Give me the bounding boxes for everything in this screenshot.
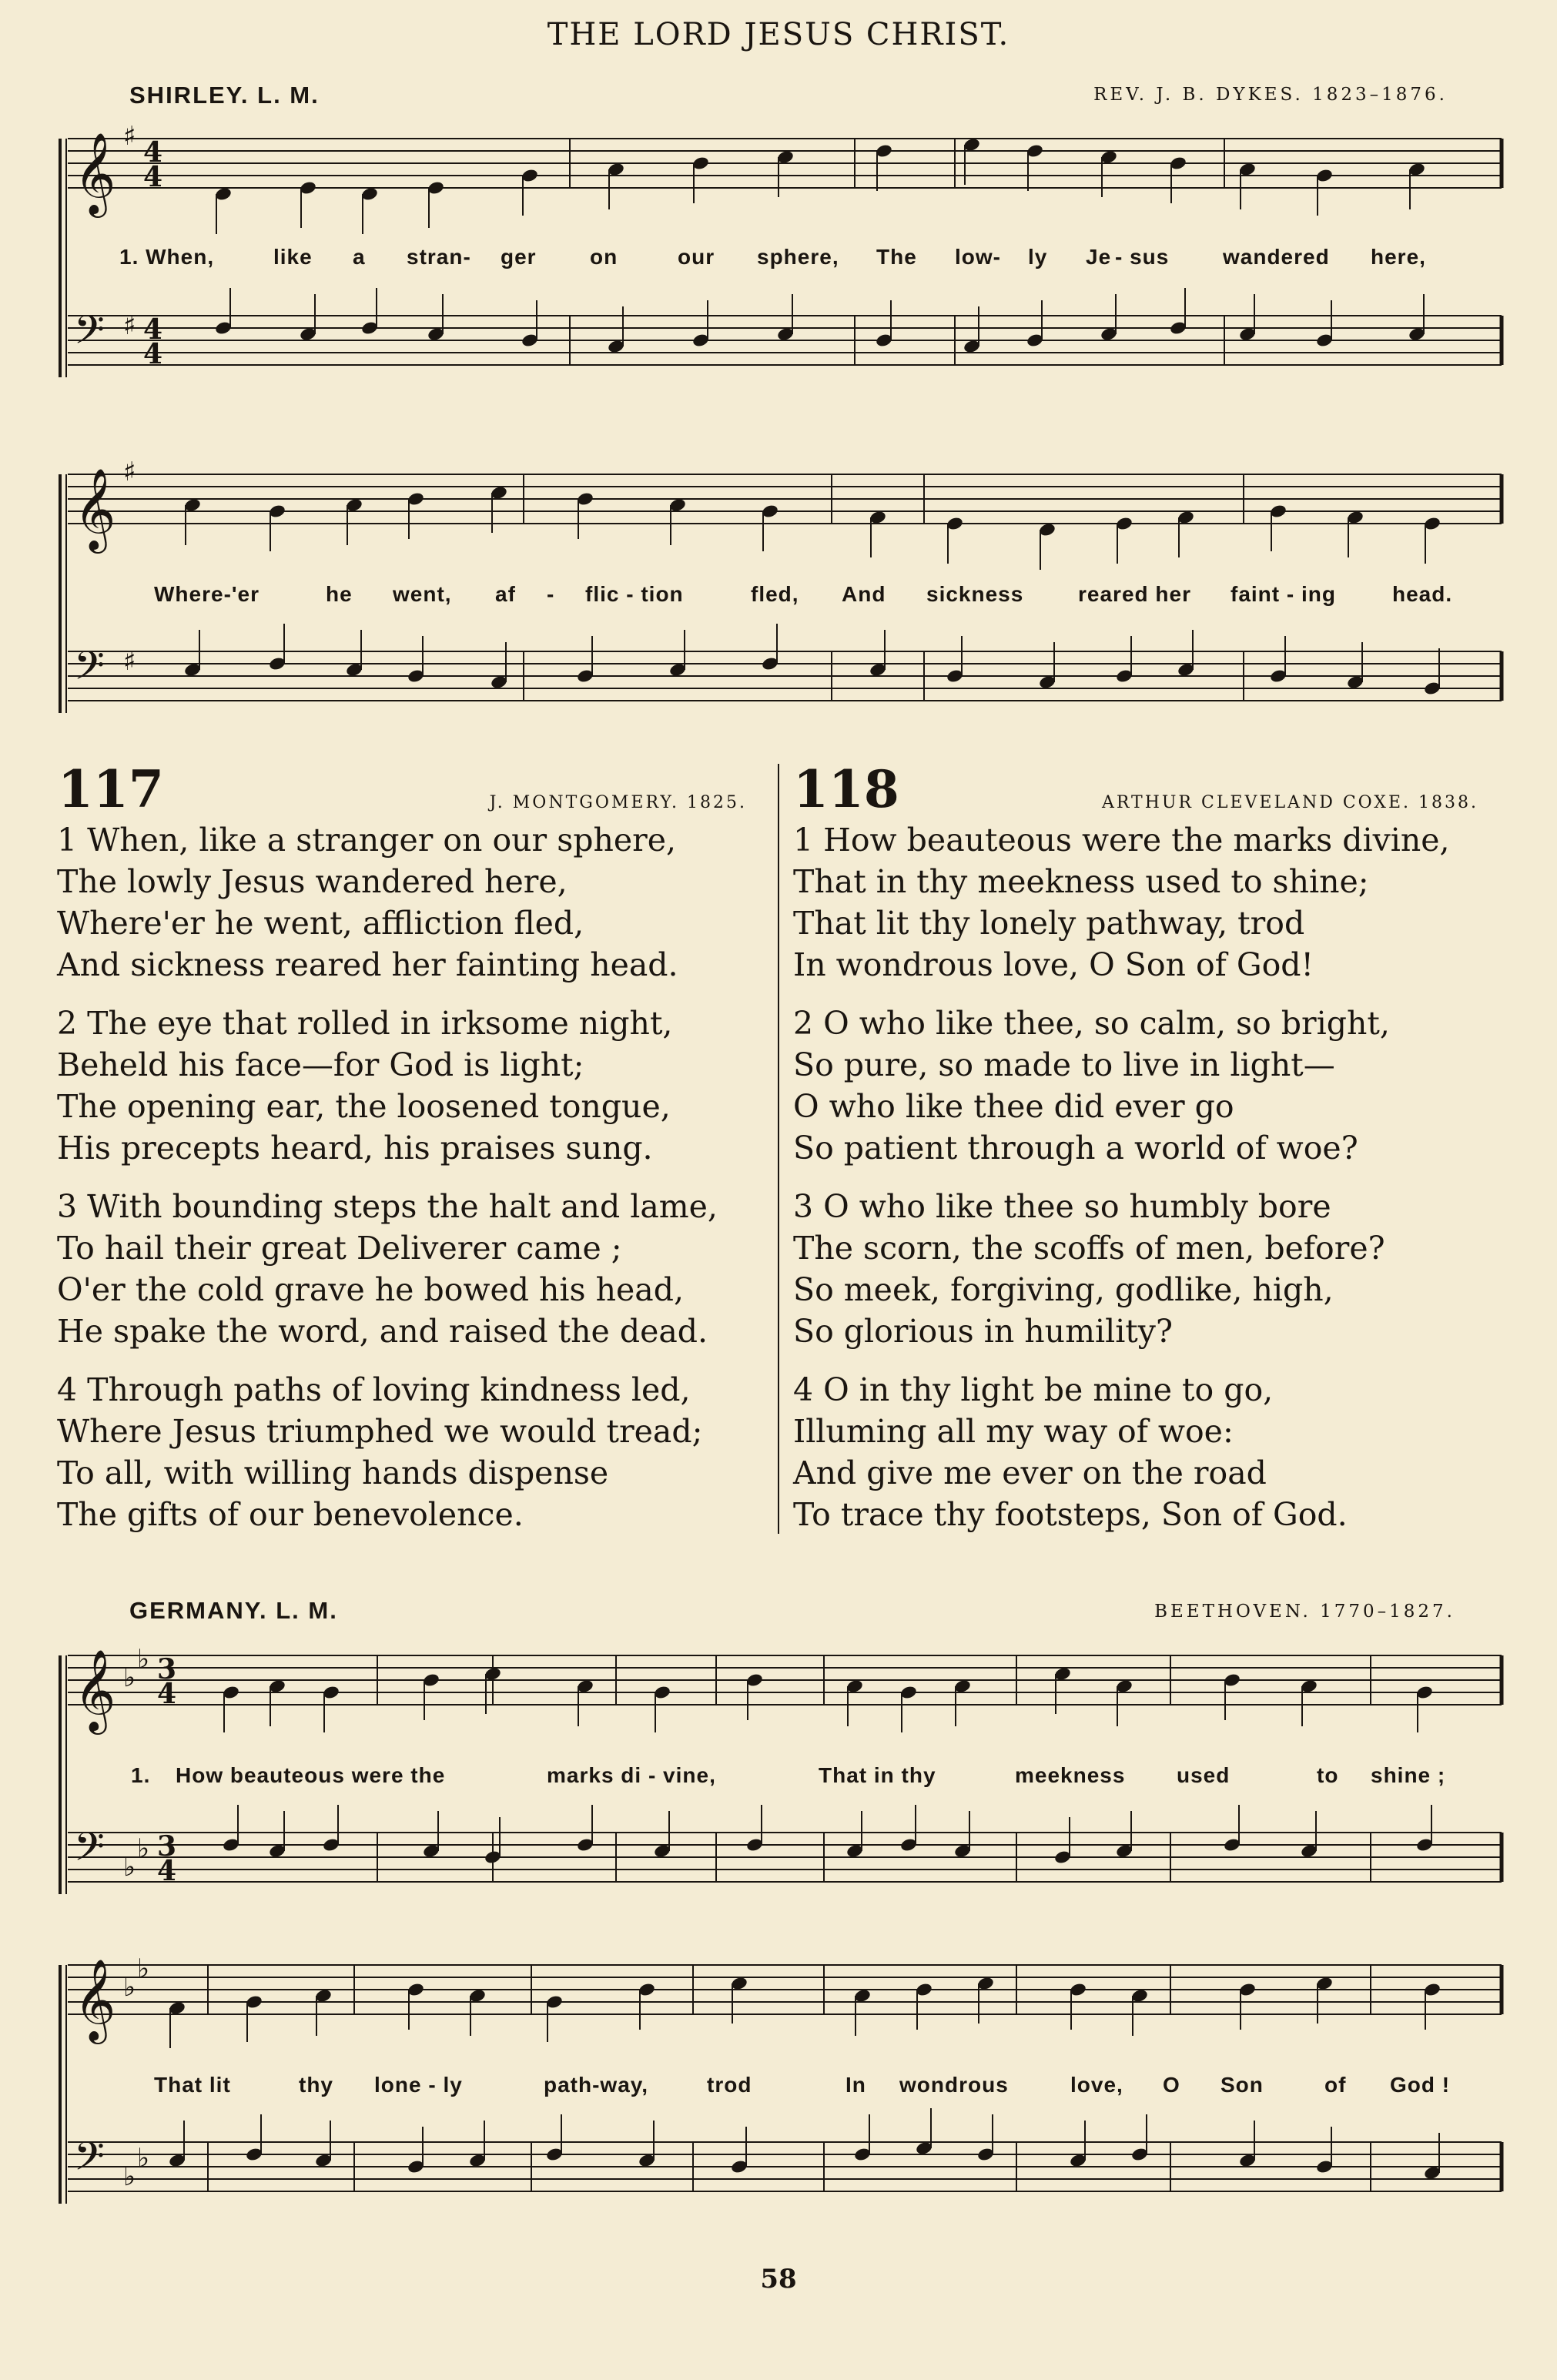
verse-line: To trace thy footsteps, Son of God. <box>793 1496 1348 1533</box>
stanza-118-1 <box>793 819 1450 986</box>
stanza-117-3 <box>57 1186 718 1352</box>
lyric-syllable: - sus <box>1115 245 1170 269</box>
time-signature-bottom: 4 <box>157 1855 177 1887</box>
author-118: ARTHUR CLEVELAND COXE. 1838. <box>1101 793 1478 812</box>
verse-line: To hail their great Deliverer came ; <box>57 1230 622 1267</box>
lyric-syllable: he <box>326 582 353 606</box>
lyric-syllable: wondrous <box>899 2073 1009 2097</box>
lyric-syllable: 1. <box>131 1763 151 1787</box>
lyric-syllable: How beauteous were the <box>176 1763 446 1787</box>
flat-icon: ♭ <box>123 1972 136 2003</box>
lyric-syllable: flic - tion <box>585 582 684 606</box>
lyric-syllable: The <box>876 245 917 269</box>
time-signature-top: 3 <box>157 1830 177 1863</box>
verse-line: So glorious in humility? <box>793 1313 1173 1350</box>
hymn-number-117: 117 <box>58 759 164 819</box>
lyrics-germany-line1 <box>0 1763 1557 1794</box>
verse-line: 2 O who like thee, so calm, so bright, <box>793 1005 1390 1042</box>
verse-line: O who like thee did ever go <box>793 1088 1234 1125</box>
lyric-syllable: Je <box>1086 245 1112 269</box>
lyric-syllable: path-way, <box>544 2073 649 2097</box>
treble-clef-icon: 𝄞 <box>74 1958 116 2040</box>
time-signature-top: 3 <box>157 1653 177 1685</box>
flat-icon: ♭ <box>137 1953 150 1984</box>
page-title: THE LORD JESUS CHRIST. <box>547 17 1010 52</box>
verse-line: 4 O in thy light be mine to go, <box>793 1371 1274 1408</box>
stanza-117-4 <box>57 1369 702 1535</box>
stanza-118-4 <box>793 1369 1348 1535</box>
lyrics-shirley-line2 <box>0 582 1557 613</box>
lyric-syllable: ger <box>501 245 537 269</box>
time-signature-bottom: 4 <box>143 161 163 193</box>
lyric-syllable: And <box>842 582 886 606</box>
treble-clef-icon: 𝄞 <box>74 467 116 550</box>
page-number: 58 <box>760 2264 797 2295</box>
flat-icon: ♭ <box>137 1833 150 1864</box>
lyric-syllable: love, <box>1070 2073 1123 2097</box>
time-signature-top: 4 <box>143 313 163 346</box>
tune-name-germany: GERMANY. L. M. <box>129 1597 338 1624</box>
verse-line: So meek, forgiving, godlike, high, <box>793 1271 1334 1308</box>
verse-line: And sickness reared her fainting head. <box>57 946 678 983</box>
verse-line: 1 When, like a stranger on our sphere, <box>57 822 677 859</box>
sharp-icon: ♯ <box>123 121 136 152</box>
verse-line: 3 O who like thee so humbly bore <box>793 1188 1331 1225</box>
lyric-syllable: of <box>1324 2073 1347 2097</box>
lyric-syllable: on <box>590 245 618 269</box>
lyric-syllable: sickness <box>926 582 1024 606</box>
verse-line: 2 The eye that rolled in irksome night, <box>57 1005 673 1042</box>
verse-line: The lowly Jesus wandered here, <box>57 863 568 900</box>
lyric-syllable: Son <box>1220 2073 1264 2097</box>
lyric-syllable: shine ; <box>1371 1763 1446 1787</box>
verse-line: That in thy meekness used to shine; <box>793 863 1369 900</box>
stanza-117-1 <box>57 819 678 986</box>
verse-line: And give me ever on the road <box>793 1454 1267 1491</box>
sharp-icon: ♯ <box>123 457 136 487</box>
verse-line: The gifts of our benevolence. <box>57 1496 524 1533</box>
lyric-syllable: sphere, <box>757 245 839 269</box>
verse-line: In wondrous love, O Son of God! <box>793 946 1314 983</box>
verse-line: Illuming all my way of woe: <box>793 1413 1234 1450</box>
time-signature-top: 4 <box>143 136 163 169</box>
verse-line: Where Jesus triumphed we would tread; <box>57 1413 703 1450</box>
time-signature-bottom: 4 <box>157 1678 177 1710</box>
lyric-syllable: - <box>547 582 555 606</box>
time-signature-bottom: 4 <box>143 338 163 370</box>
lyric-syllable: fled, <box>751 582 799 606</box>
treble-clef-icon: 𝄞 <box>74 1649 116 1731</box>
hymn-number-118: 118 <box>793 759 899 819</box>
author-117: J. MONTGOMERY. 1825. <box>489 793 747 812</box>
lyric-syllable: trod <box>707 2073 752 2097</box>
lyric-syllable: like <box>273 245 313 269</box>
column-divider <box>778 764 779 1534</box>
stanza-118-2 <box>793 1003 1390 1169</box>
lyric-syllable: head. <box>1392 582 1453 606</box>
treble-clef-icon: 𝄞 <box>74 132 116 214</box>
sharp-icon: ♯ <box>123 646 136 677</box>
lyric-syllable: wandered <box>1223 245 1330 269</box>
stanza-117-2 <box>57 1003 672 1169</box>
verse-line: To all, with willing hands dispense <box>57 1454 609 1491</box>
lyric-syllable: our <box>678 245 715 269</box>
lyric-syllable: low- <box>955 245 1001 269</box>
stanza-118-3 <box>793 1186 1385 1352</box>
verse-line: The opening ear, the loosened tongue, <box>57 1088 671 1125</box>
sharp-icon: ♯ <box>123 310 136 341</box>
lyric-syllable: a <box>353 245 366 269</box>
lyric-syllable: used <box>1177 1763 1231 1787</box>
lyric-syllable: marks di - vine, <box>547 1763 716 1787</box>
lyric-syllable: lone - ly <box>374 2073 463 2097</box>
flat-icon: ♭ <box>123 1852 136 1883</box>
lyrics-germany-line2 <box>0 2073 1557 2104</box>
flat-icon: ♭ <box>137 2143 150 2174</box>
lyric-syllable: God ! <box>1390 2073 1451 2097</box>
verse-line: So patient through a world of woe? <box>793 1130 1358 1167</box>
composer-shirley: REV. J. B. DYKES. 1823–1876. <box>1093 85 1448 105</box>
lyric-syllable: went, <box>393 582 452 606</box>
lyric-syllable: O <box>1163 2073 1180 2097</box>
verse-line: Beheld his face—for God is light; <box>57 1046 584 1083</box>
lyric-syllable: reared her <box>1078 582 1191 606</box>
flat-icon: ♭ <box>123 2161 136 2192</box>
verse-line: 1 How beauteous were the marks divine, <box>793 822 1450 859</box>
flat-icon: ♭ <box>137 1644 150 1675</box>
lyric-syllable: That in thy <box>819 1763 936 1787</box>
verse-line: Where'er he went, affliction fled, <box>57 905 584 942</box>
bass-clef-icon: 𝄢 <box>74 306 105 363</box>
verse-line: His precepts heard, his praises sung. <box>57 1130 653 1167</box>
lyric-syllable: stran- <box>407 245 471 269</box>
lyric-syllable: ly <box>1028 245 1048 269</box>
lyric-syllable: af <box>495 582 516 606</box>
verse-line: The scorn, the scoffs of men, before? <box>793 1230 1385 1267</box>
verse-line: 3 With bounding steps the halt and lame, <box>57 1188 718 1225</box>
verse-line: That lit thy lonely pathway, trod <box>793 905 1305 942</box>
verse-line: 4 Through paths of loving kindness led, <box>57 1371 691 1408</box>
flat-icon: ♭ <box>123 1662 136 1693</box>
bass-clef-icon: 𝄢 <box>74 642 105 698</box>
lyric-syllable: here, <box>1371 245 1426 269</box>
verse-line: He spake the word, and raised the dead. <box>57 1313 708 1350</box>
tune-name-shirley: SHIRLEY. L. M. <box>129 82 320 109</box>
lyric-syllable: Where-'er <box>154 582 260 606</box>
lyric-syllable: thy <box>299 2073 333 2097</box>
bass-clef-icon: 𝄢 <box>74 1823 105 1880</box>
lyric-syllable: 1. When, <box>119 245 215 269</box>
lyric-syllable: to <box>1317 1763 1339 1787</box>
verse-line: O'er the cold grave he bowed his head, <box>57 1271 684 1308</box>
lyric-syllable: faint - ing <box>1231 582 1336 606</box>
lyric-syllable: meekness <box>1015 1763 1126 1787</box>
verse-line: So pure, so made to live in light— <box>793 1046 1335 1083</box>
lyric-syllable: That lit <box>154 2073 231 2097</box>
composer-germany: BEETHOVEN. 1770–1827. <box>1154 1602 1455 1622</box>
lyrics-shirley-line1 <box>0 245 1557 276</box>
lyric-syllable: In <box>845 2073 866 2097</box>
bass-clef-icon: 𝄢 <box>74 2133 105 2189</box>
